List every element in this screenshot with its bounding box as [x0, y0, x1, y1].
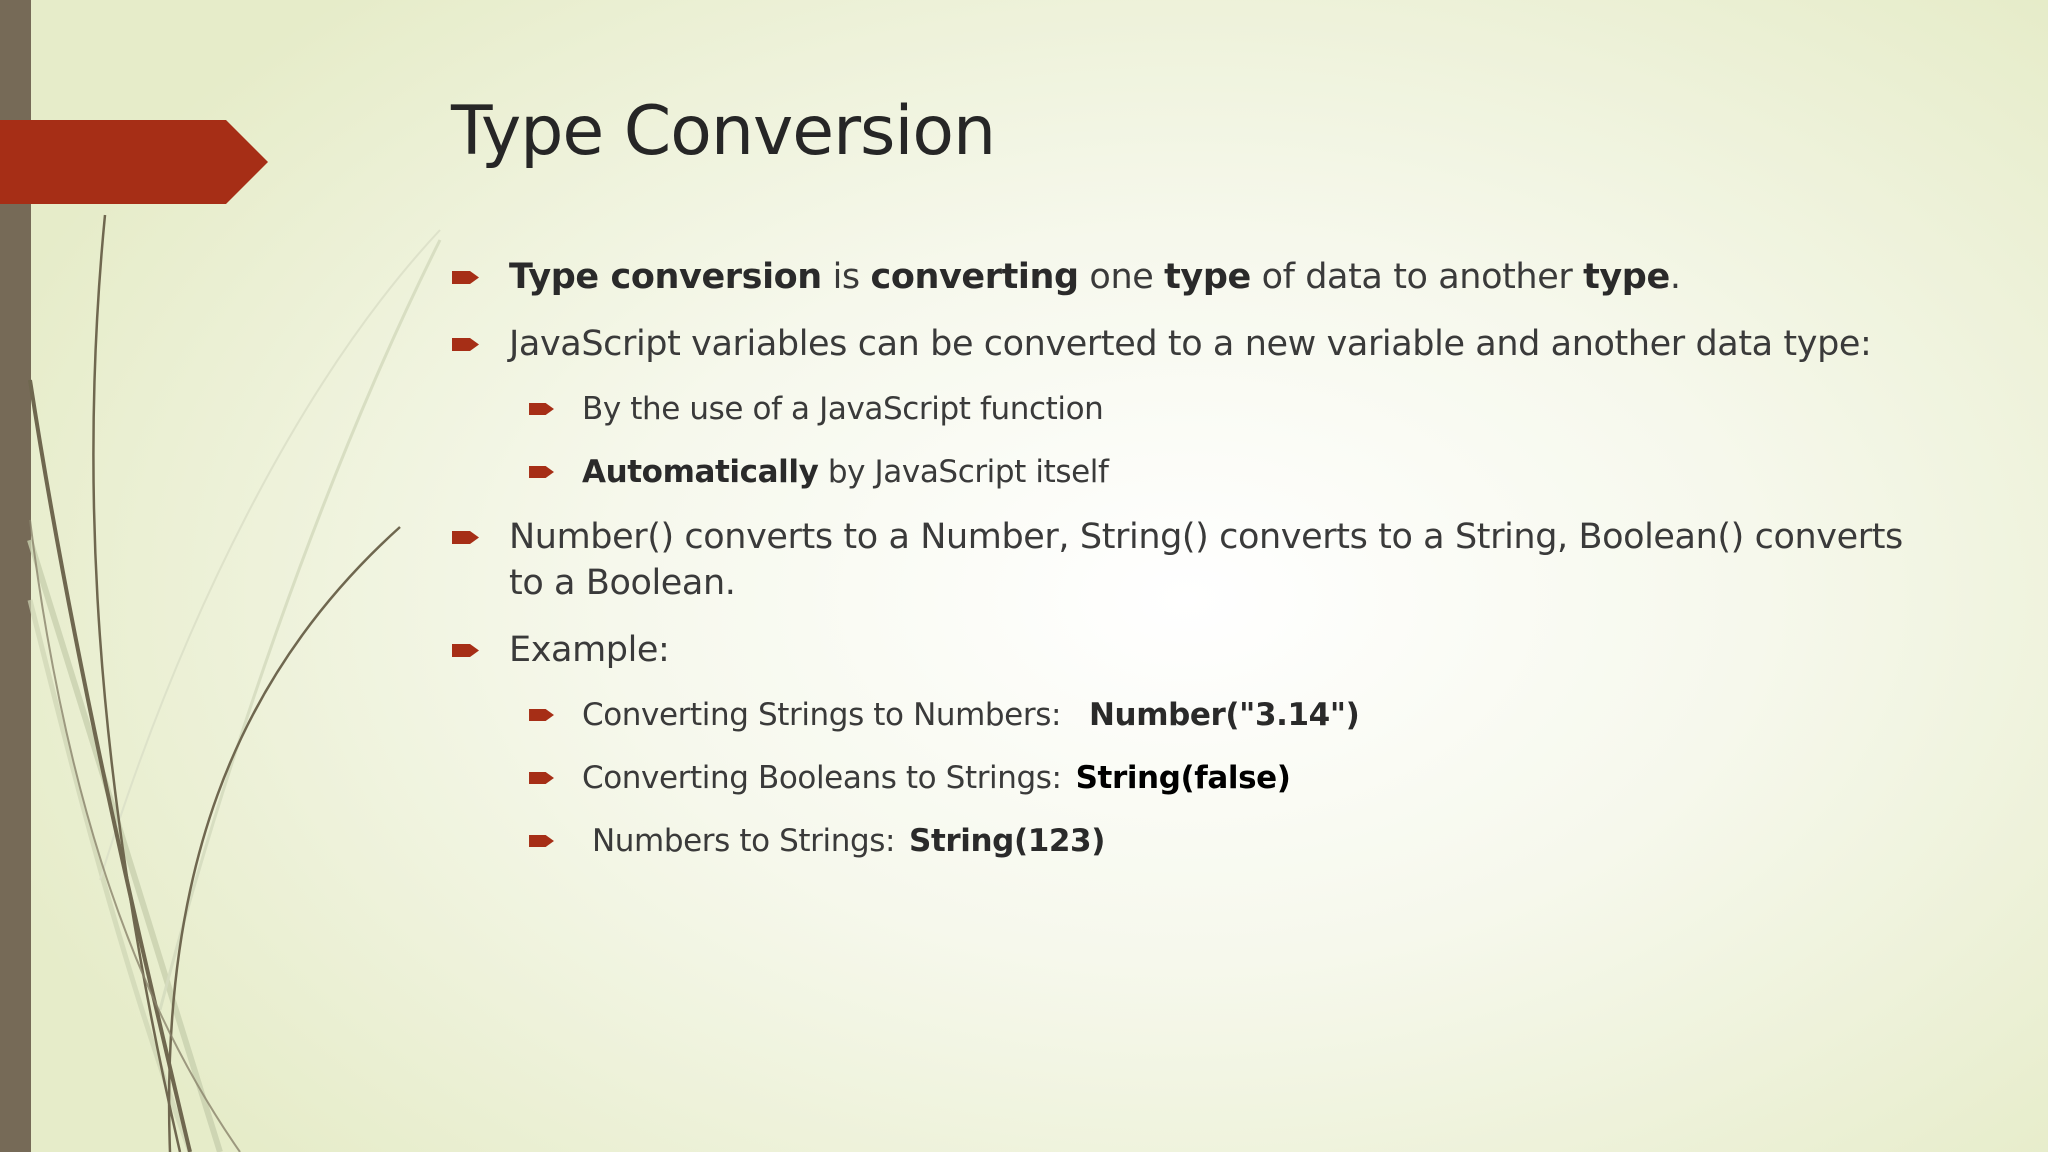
sub-bullet-text	[582, 757, 1922, 799]
arrow-right-icon	[452, 338, 479, 351]
arrow-right-icon	[529, 835, 554, 847]
arrow-right-icon	[452, 531, 479, 544]
bullet-list	[452, 254, 1922, 883]
sub-bullet-text: By the use of a JavaScript function	[582, 391, 1104, 427]
code-snippet: String(123)	[909, 823, 1105, 859]
list-item	[452, 514, 1922, 606]
list-item	[452, 627, 1922, 673]
arrow-right-icon	[529, 466, 554, 478]
page-title: Type Conversion	[451, 92, 996, 171]
bullet-text	[509, 254, 1922, 300]
bold-term: Automatically	[582, 454, 819, 490]
code-snippet: String(false)	[1075, 760, 1291, 796]
arrow-right-icon	[452, 271, 479, 284]
bold-term: Type conversion	[509, 257, 822, 297]
example-label: Converting Strings to Numbers:	[582, 697, 1061, 733]
bold-term: type	[1583, 257, 1670, 297]
text-span: one	[1078, 257, 1165, 297]
code-snippet: Number("3.14")	[1089, 697, 1360, 733]
arrow-right-icon	[529, 772, 554, 784]
sub-list-item	[529, 388, 1922, 430]
bullet-text: Number() converts to a Number, String() converts to a String, Boolean() converts to a Boolean.	[509, 517, 1903, 603]
text-span: is	[821, 257, 871, 297]
bullet-text: Example:	[509, 630, 670, 670]
sub-bullet-text	[582, 451, 1922, 493]
arrow-right-icon	[529, 709, 554, 721]
arrow-right-icon	[529, 403, 554, 415]
text-span: by JavaScript itself	[818, 454, 1109, 490]
bold-term: converting	[870, 257, 1079, 297]
list-item	[452, 254, 1922, 300]
bullet-text: JavaScript variables can be converted to a new variable and another data type:	[509, 324, 1872, 364]
sub-bullet-text	[582, 820, 1922, 862]
sub-list-item	[529, 451, 1922, 493]
example-label: Converting Booleans to Strings:	[582, 760, 1062, 796]
bold-term: type	[1164, 257, 1251, 297]
sub-list-item	[529, 694, 1922, 736]
text-span: of data to another	[1250, 257, 1584, 297]
text-span: .	[1669, 257, 1681, 297]
list-item	[452, 321, 1922, 367]
sub-bullet-text	[582, 694, 1922, 736]
arrow-right-icon	[452, 644, 479, 657]
example-label: Numbers to Strings:	[592, 823, 896, 859]
sub-list-item	[529, 757, 1922, 799]
sub-list-item	[529, 820, 1922, 862]
